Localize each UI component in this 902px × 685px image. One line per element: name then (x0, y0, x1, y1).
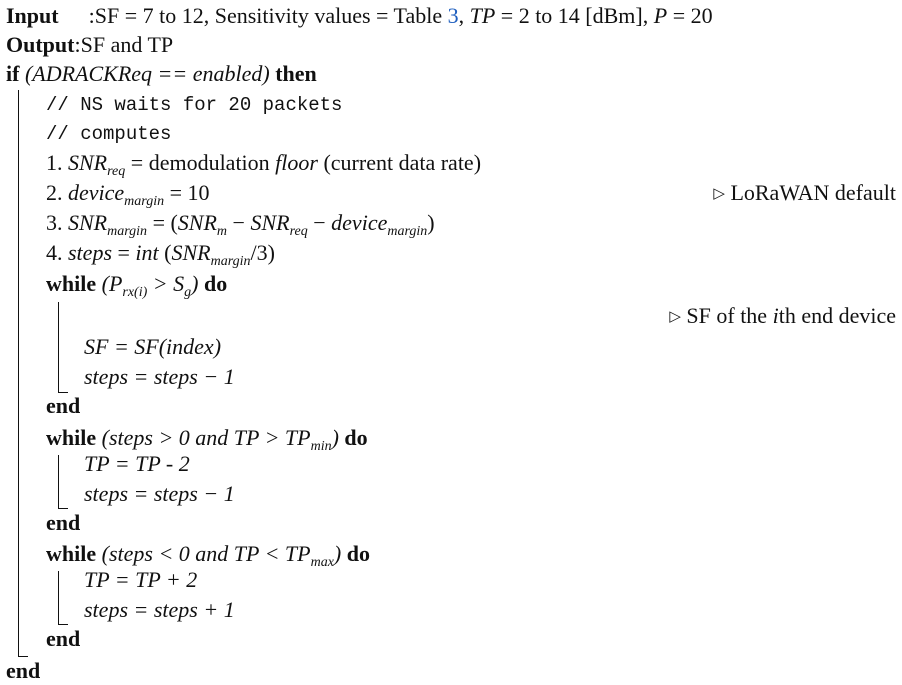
while-2-line-2: steps = steps − 1 (84, 481, 235, 506)
while-1-keyword: while (46, 271, 97, 296)
while-3-header (46, 541, 370, 570)
output-label: Output (6, 32, 75, 57)
input-text-mid: , (458, 3, 470, 28)
step-3-eq: = ( (147, 210, 178, 235)
step-3-s3: req (289, 224, 308, 239)
table-reference-link[interactable]: 3 (447, 3, 459, 28)
step-3-v4: device (331, 210, 388, 235)
comment-line-2: // computes (46, 123, 172, 145)
output-line (6, 32, 173, 58)
step-1-rest: (current data rate) (317, 150, 482, 175)
while-3-cond-post: ) (333, 541, 342, 566)
step-1-number: 1. (46, 150, 68, 175)
step-3-v3: SNR (250, 210, 290, 235)
while-2-cond-pre: (steps > 0 and TP > TP (101, 425, 311, 450)
step-4-number: 4. (46, 240, 68, 265)
while-1-comment-rest: th end device (778, 303, 896, 328)
input-line (6, 3, 713, 29)
while-1-line-2: steps = steps − 1 (84, 364, 235, 389)
while-2-line-1: TP = TP - 2 (84, 451, 190, 476)
input-text-range: = 2 to 14 [dBm], (495, 3, 654, 28)
then-keyword: then (275, 61, 317, 86)
step-2-comment-text: LoRaWAN default (730, 180, 896, 205)
input-tp-var: TP (469, 3, 496, 28)
step-4-rest: /3) (250, 240, 275, 265)
input-label: Input (6, 3, 59, 28)
step-1-var: SNR (68, 150, 108, 175)
step-4-fn: int (135, 240, 159, 265)
step-2-line (46, 180, 210, 209)
step-3-number: 3. (46, 210, 68, 235)
step-2-var: device (68, 180, 125, 205)
step-1-sub: req (107, 164, 126, 179)
input-text-pre: SF = 7 to 12, Sensitivity values = Table (94, 3, 448, 28)
while-1-comment-i: i (772, 303, 779, 328)
step-3-s2: m (216, 224, 228, 239)
step-4-v1: steps (68, 240, 112, 265)
if-block-bar (18, 90, 19, 656)
step-4-eq: = (112, 240, 136, 265)
if-line (6, 61, 317, 87)
while-3-cond-pre: (steps < 0 and TP < TP (101, 541, 311, 566)
step-2-comment (713, 180, 896, 209)
while-1-cond-pre: (P (101, 271, 123, 296)
comment-line-1: // NS waits for 20 packets (46, 94, 343, 116)
step-2-sub: margin (124, 194, 165, 209)
while-3-line-1: TP = TP + 2 (84, 567, 198, 592)
step-2-rest: = 10 (164, 180, 210, 205)
step-3-close: ) (427, 210, 435, 235)
while-1-cond-sub: rx(i) (122, 285, 148, 300)
while-3-block-bar (58, 571, 59, 624)
while-2-block-bar (58, 455, 59, 508)
while-1-cond-post: ) (191, 271, 199, 296)
while-2-cond-post: ) (331, 425, 339, 450)
while-2-header (46, 425, 368, 454)
triangle-icon: ▷ (669, 309, 681, 325)
while-1-end: end (46, 393, 81, 418)
step-3-minus1: − (227, 210, 251, 235)
while-1-comment-text: SF of the (686, 303, 773, 328)
while-1-comment (669, 303, 896, 332)
input-p-var: P (653, 3, 668, 28)
while-1-cond-mid: > S (147, 271, 185, 296)
step-3-line (46, 210, 435, 239)
output-colon: : (74, 32, 81, 57)
step-4-v2: SNR (171, 240, 211, 265)
step-3-s1: margin (107, 224, 148, 239)
while-3-do-keyword: do (346, 541, 370, 566)
input-p-value: = 20 (667, 3, 713, 28)
step-1-line (46, 150, 482, 179)
output-text: SF and TP (80, 32, 174, 57)
step-4-line (46, 240, 275, 269)
while-2-cond-sub: min (310, 439, 332, 454)
while-3-keyword: while (46, 541, 97, 566)
step-1-fn: floor (275, 150, 318, 175)
step-3-s4: margin (387, 224, 428, 239)
while-2-keyword: while (46, 425, 97, 450)
if-condition: (ADRACKReq == enabled) (24, 61, 270, 86)
step-4-open: ( (158, 240, 172, 265)
step-3-v2: SNR (177, 210, 217, 235)
while-1-cond-sub2: g (184, 285, 192, 300)
while-2-do-keyword: do (344, 425, 368, 450)
while-1-block-bar (58, 302, 59, 392)
step-2-number: 2. (46, 180, 68, 205)
step-4-s2: margin (210, 254, 251, 269)
triangle-icon: ▷ (713, 186, 725, 202)
step-3-minus2: − (307, 210, 332, 235)
step-3-v1: SNR (68, 210, 108, 235)
while-3-line-2: steps = steps + 1 (84, 597, 235, 622)
while-1-do-keyword: do (203, 271, 228, 296)
if-keyword: if (6, 61, 20, 86)
if-end: end (6, 658, 41, 683)
while-2-end: end (46, 510, 81, 535)
while-1-line-1: SF = SF(index) (84, 334, 222, 359)
input-colon: : (88, 3, 95, 28)
while-1-header (46, 271, 228, 300)
step-1-eq: = demodulation (125, 150, 276, 175)
while-3-cond-sub: max (310, 555, 334, 570)
while-3-end: end (46, 626, 81, 651)
